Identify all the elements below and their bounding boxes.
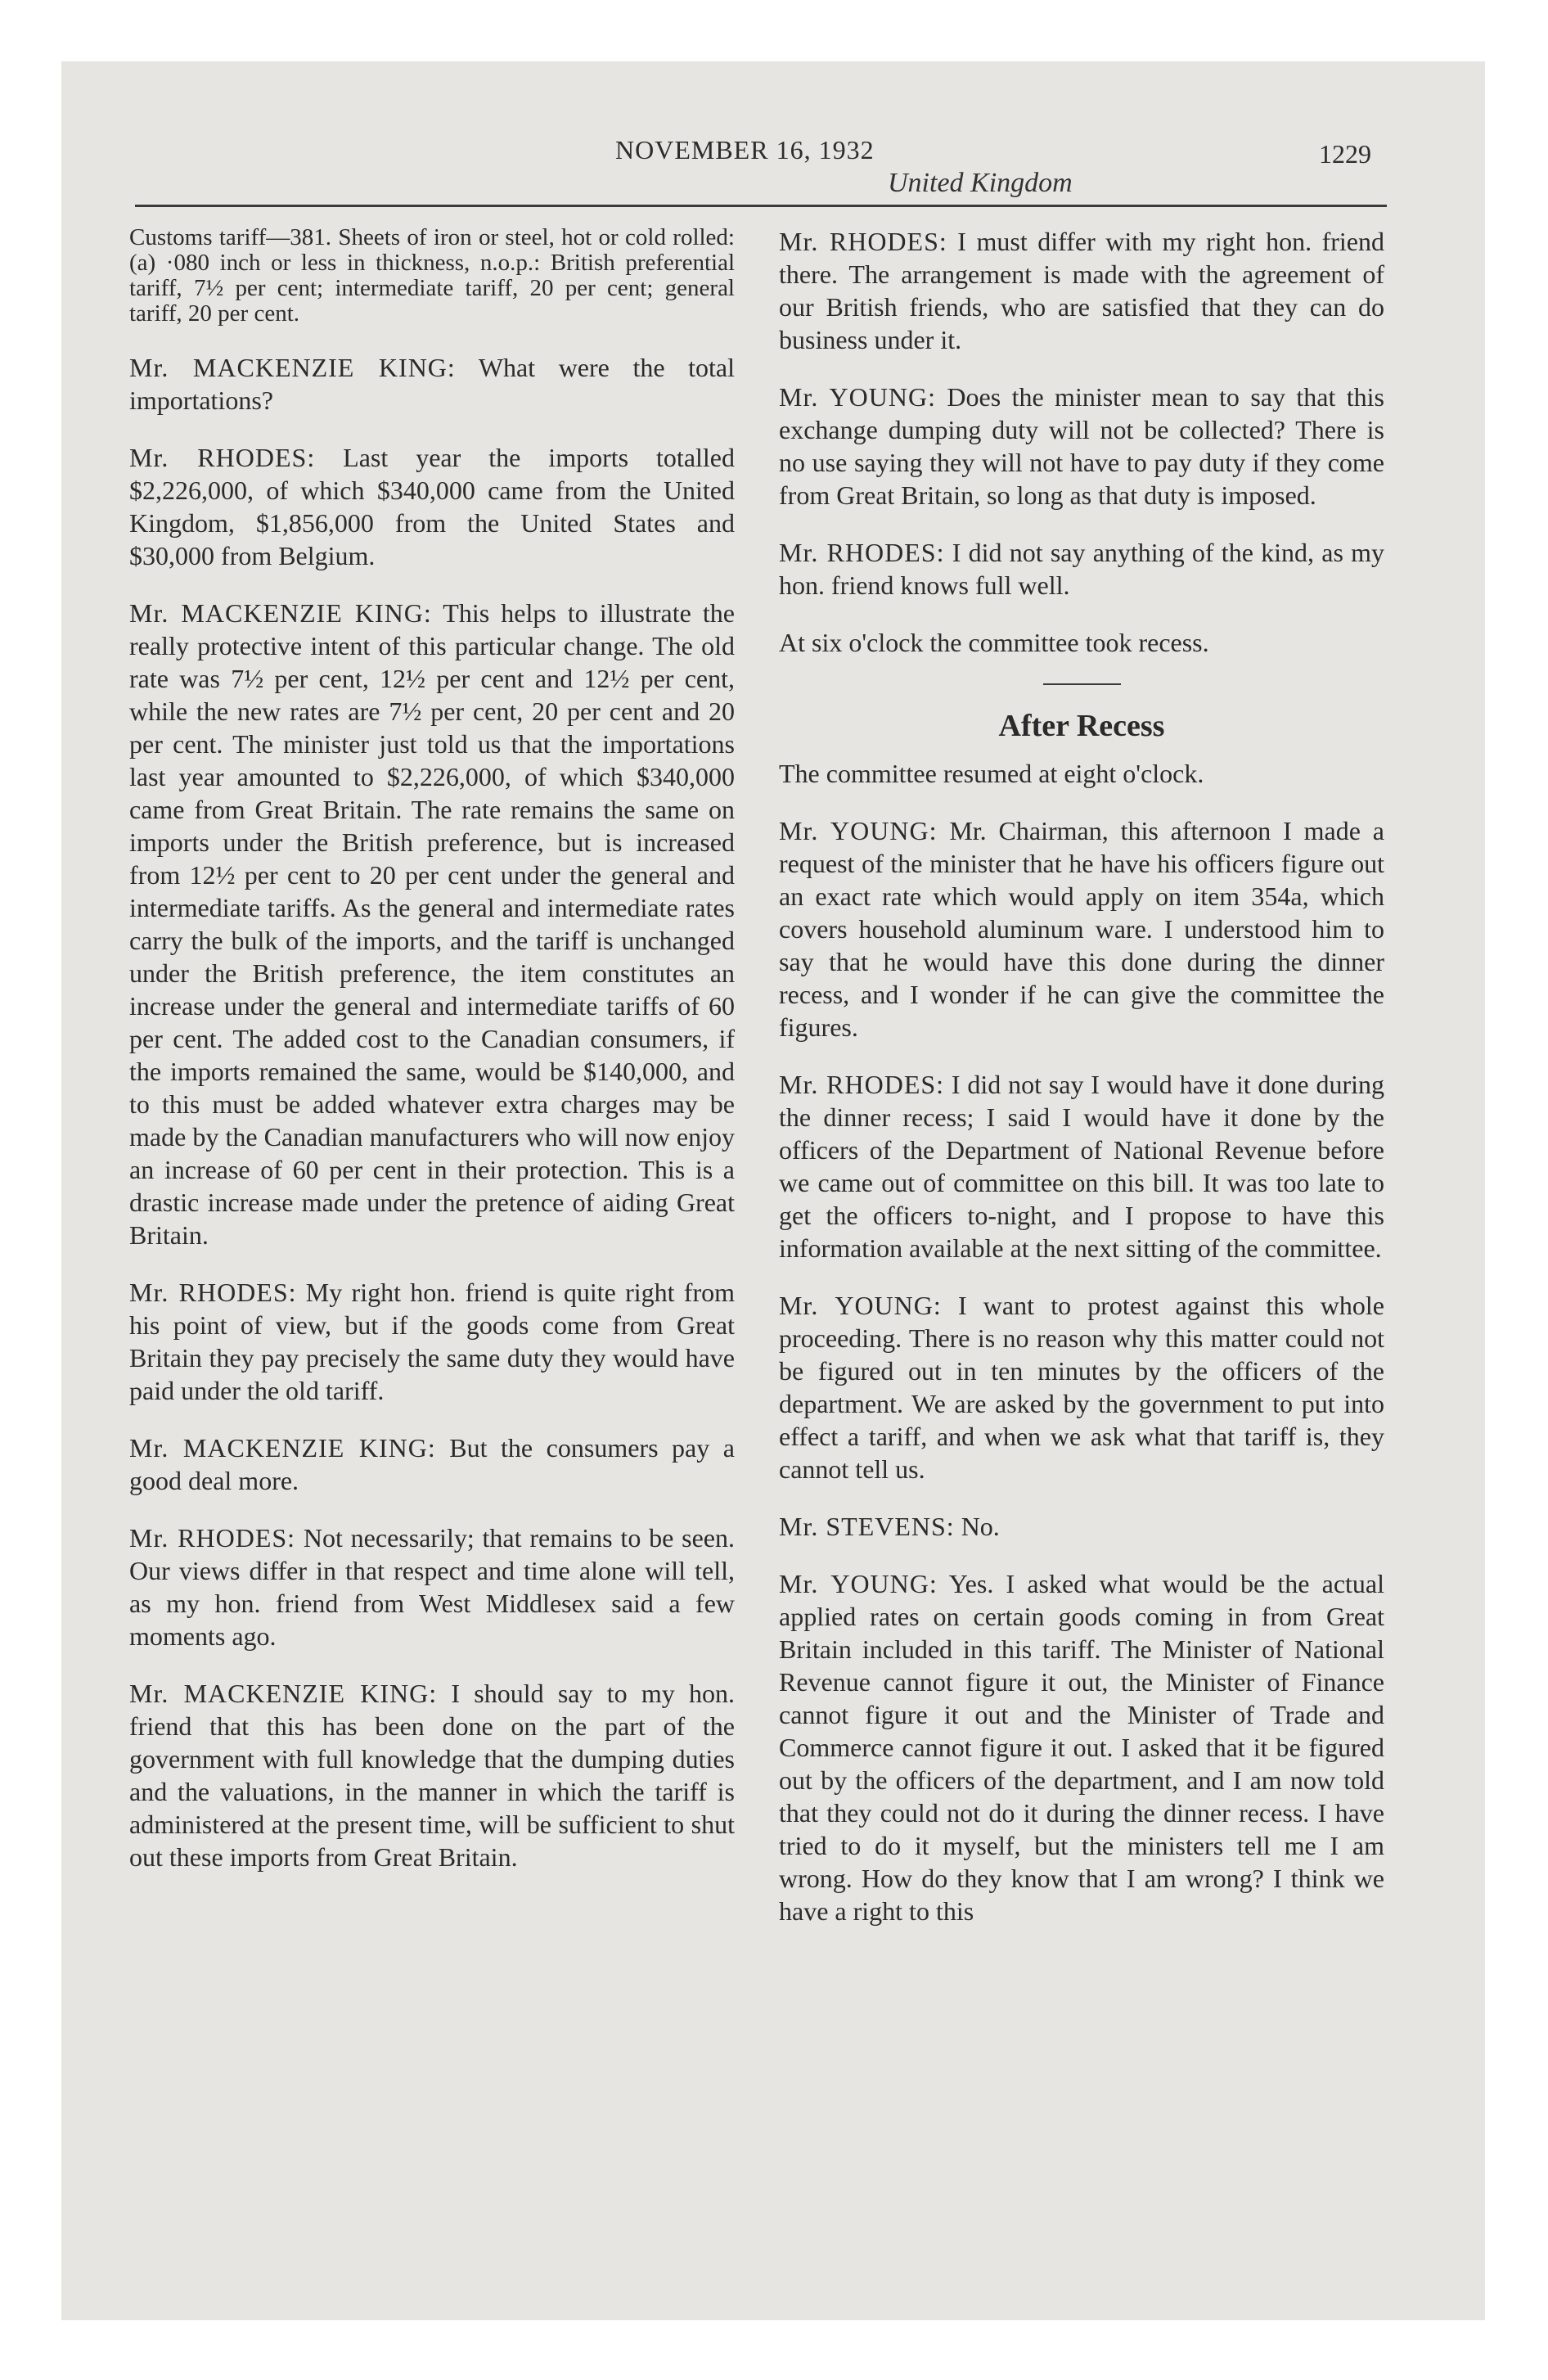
speech-paragraph	[129, 1677, 735, 1873]
speaker-name: Mr. RHODES:	[779, 1070, 945, 1099]
paragraph-text: Mr. Chairman, this afternoon I made a request of the minister that he have his officers figure out an exact rate which would apply on item 354a, which covers household aluminum ware. I understood him to say that he would have this done during the dinner recess, and I wonder if he can give the committee the figures.	[779, 816, 1384, 1042]
speech-paragraph	[129, 1276, 735, 1407]
speaker-name: Mr. MACKENZIE KING:	[129, 1679, 438, 1708]
speech-paragraph	[779, 381, 1384, 512]
speech-paragraph	[779, 1289, 1384, 1485]
speaker-name: Mr. YOUNG:	[779, 1291, 942, 1320]
section-heading: After Recess	[998, 709, 1165, 743]
paragraph-text: The committee resumed at eight o'clock.	[779, 759, 1204, 788]
speaker-name: Mr. RHODES:	[779, 227, 947, 256]
paragraph-text: I must differ with my right hon. friend there. The arrangement is made with the agreement of our British friends, who are satisfied that they can do business under it.	[779, 227, 1385, 354]
header-date: NOVEMBER 16, 1932	[615, 135, 875, 165]
page-number: 1229	[1319, 139, 1371, 169]
paragraph-text: I want to protest against this whole proceeding. There is no reason why this matter could not be figured out in ten minutes by the officers of the department. We are asked by the government to put into effect a tariff, and when we ask what that tariff is, they cannot tell us.	[779, 1291, 1385, 1484]
paragraph-text: Not necessarily; that remains to be seen. Our views differ in that respect and time alone will tell, as my hon. friend from West Middlesex said a few moments ago.	[129, 1523, 736, 1651]
header-rule	[135, 205, 1387, 207]
speech-paragraph	[779, 1068, 1384, 1264]
paragraph-text: This helps to illustrate the really protective intent of this particular change. The old rate was 7½ per cent, 12½ per cent and 12½ per cent, while the new rates are 7½ per cent, 20 per cent and 20 per cent. The minister just told us that the importations last year amounted to $2,226,000, of which $340,000 came from Great Britain. The rate remains the same on imports under the British preference, but is increased from 12½ per cent to 20 per cent under the general and intermediate tariffs. As the general and intermediate rates carry the bulk of the imports, and the tariff is unchanged under the British preference, the item constitutes an increase under the general and intermediate tariffs of 60 per cent. The added cost to the Canadian consumers, if the imports remained the same, would be $140,000, and to this must be added whatever extra charges may be made by the Canadian manufacturers who will now enjoy an increase of 60 per cent in their protection. This is a drastic increase made under the pretence of aiding Great Britain.	[129, 598, 735, 1250]
speech-paragraph	[129, 1521, 735, 1652]
speaker-name: Mr. RHODES:	[129, 1278, 297, 1307]
speech-paragraph	[779, 814, 1384, 1044]
speaker-name: Mr. YOUNG:	[779, 816, 938, 845]
paragraph-text: What were the total importations?	[129, 353, 736, 415]
paragraph-text: My right hon. friend is quite right from his point of view, but if the goods come from Great Britain they pay precisely the same duty they would have paid under the old tariff.	[129, 1278, 736, 1405]
speaker-name: Mr. YOUNG:	[779, 382, 936, 412]
left-column	[129, 225, 735, 1898]
header-section-title: United Kingdom	[888, 168, 1073, 198]
procedural-note	[779, 757, 1384, 790]
paragraph-text: But the consumers pay a good deal more.	[129, 1433, 736, 1495]
speech-paragraph	[129, 441, 735, 572]
right-column	[779, 225, 1384, 1952]
procedural-note	[779, 626, 1384, 659]
paragraph-text: Yes. I asked what would be the actual applied rates on certain goods coming in from Great Britain included in this tariff. The Minister of National Revenue cannot figure it out, the Minister of Finance cannot figure it out and the Minister of Trade and Commerce cannot figure it out. I asked that it be figured out by the officers of the department, and I am now told that they could not do it during the dinner recess. I have tried to do it myself, but the ministers tell me I am wrong. How do they know that I am wrong? I think we have a right to this	[779, 1569, 1385, 1926]
paragraph-text: I should say to my hon. friend that this has been done on the part of the government with full knowledge that the dumping duties and the valuations, in the manner in which the tariff is administered at the present time, will be sufficient to shut out these imports from Great Britain.	[129, 1679, 736, 1872]
speech-paragraph	[779, 225, 1384, 356]
speaker-name: Mr. STEVENS:	[779, 1512, 955, 1541]
speaker-name: Mr. YOUNG:	[779, 1569, 938, 1598]
paragraph-text: At six o'clock the committee took recess.	[779, 628, 1209, 657]
paragraph-text: I did not say anything of the kind, as my hon. friend knows full well.	[779, 538, 1385, 600]
tariff-item-paragraph	[129, 225, 735, 327]
section-divider	[1043, 683, 1121, 685]
speaker-name: Mr. RHODES:	[779, 538, 945, 567]
paragraph-text: Does the minister mean to say that this exchange dumping duty will not be collected? There is no use saying they will not have to pay duty if they come from Great Britain, so long as that duty is imposed.	[779, 382, 1385, 510]
paragraph-text: Last year the imports totalled $2,226,000, of which $340,000 came from the United Kingdom, $1,856,000 from the United States and $30,000 from Belgium.	[129, 443, 736, 570]
speaker-name: Mr. MACKENZIE KING:	[129, 1433, 436, 1463]
paragraph-text: No.	[954, 1512, 1000, 1541]
speech-paragraph	[779, 1567, 1384, 1927]
paragraph-text: I did not say I would have it done during the dinner recess; I said I would have it done by the officers of the Department of National Revenue before we came out of committee on this bill. It was too late to get the officers to-night, and I propose to have this information available at the next sitting of the committee.	[779, 1070, 1385, 1263]
speech-paragraph	[779, 1510, 1384, 1543]
speaker-name: Mr. RHODES:	[129, 1523, 296, 1553]
speech-paragraph	[129, 1431, 735, 1497]
speaker-name: Mr. MACKENZIE KING:	[129, 353, 456, 382]
speaker-name: Mr. MACKENZIE KING:	[129, 598, 432, 628]
speech-paragraph	[779, 536, 1384, 602]
speech-paragraph	[129, 351, 735, 417]
speech-paragraph	[129, 597, 735, 1251]
speaker-name: Mr. RHODES:	[129, 443, 316, 472]
paragraph-text: Customs tariff—381. Sheets of iron or steel, hot or cold rolled: (a) ·080 inch or less in thickness, n.o.p.: British preferential tariff, 7½ per cent; intermediate tariff, 20 per cent; general tariff, 20 per cent.	[129, 224, 735, 327]
